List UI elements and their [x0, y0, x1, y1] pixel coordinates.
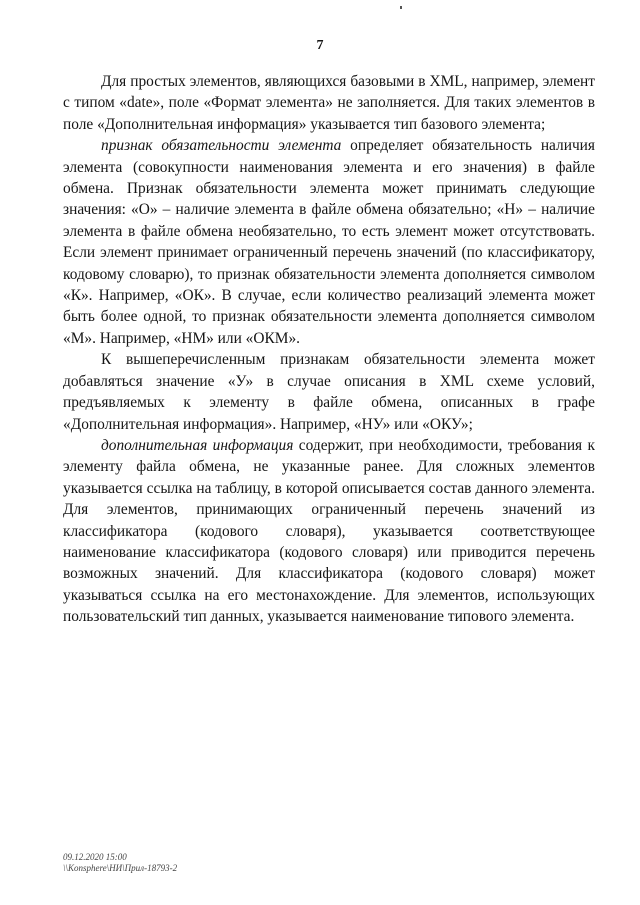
- paragraph-term: признак обязательности элемента: [101, 137, 342, 155]
- footer-timestamp: 09.12.2020 15:00: [63, 852, 127, 862]
- document-footer: [63, 852, 177, 874]
- paragraph-text: определяет обязательность наличия элемента (совокупности наименования элемента и его значения) в файле обмена. Признак обязательности элемента может принимать следующие значения: «О» – наличие элемента в файле обмена обязательно; «Н» – наличие элемента в файле обмена необязательно, то есть элемент может отсутствовать. Если элемент принимает ограниченный перечень значений (по классификатору, кодовому словарю), то признак обязательности элемента дополняется символом «К». Например, «ОК». В случае, если количество реализаций элемента может быть более одной, то признак обязательности элемента дополняется символом «М». Например, «НМ» или «ОКМ».: [63, 137, 596, 347]
- document-body: [63, 71, 595, 628]
- paragraph-mandatory-flag: [63, 135, 595, 349]
- footer-file-path: \\Konsphere\НИ\Прил-18793-2: [63, 863, 178, 873]
- page-number: 7: [316, 38, 324, 53]
- paragraph-additional-info: [63, 435, 595, 628]
- paragraph-condition-value: [63, 349, 595, 435]
- paragraph-simple-elements: [63, 71, 595, 135]
- scan-artifact-mark: [400, 6, 402, 9]
- paragraph-text: К вышеперечисленным признакам обязательности элемента может добавляться значение «У» в случае описания в XML схеме условий, предъявляемых к элементу в файле обмена, описанных в графе «Дополнительная информация». Например, «НУ» или «ОКУ»;: [63, 351, 595, 433]
- paragraph-term: дополнительная информация: [101, 436, 294, 454]
- paragraph-text: Для простых элементов, являющихся базовыми в XML, например, элемент с типом «date», поле «Формат элемента» не заполняется. Для таких элементов в поле «Дополнительная информация» указывается тип базового элемента;: [63, 73, 595, 133]
- paragraph-text: содержит, при необходимости, требования к элементу файла обмена, не указанные ранее. Для сложных элементов указывается ссылка на таблицу, в которой описывается состав данного элемента. Для элементов, принимающих ограниченный перечень значений из классификатора (кодового словаря), указывается соответствующее наименование классификатора (кодового словаря) или приводится перечень возможных значений. Для классификатора (кодового словаря) может указываться ссылка на его местонахождение. Для элементов, использующих пользовательский тип данных, указывается наименование типового элемента.: [63, 436, 595, 626]
